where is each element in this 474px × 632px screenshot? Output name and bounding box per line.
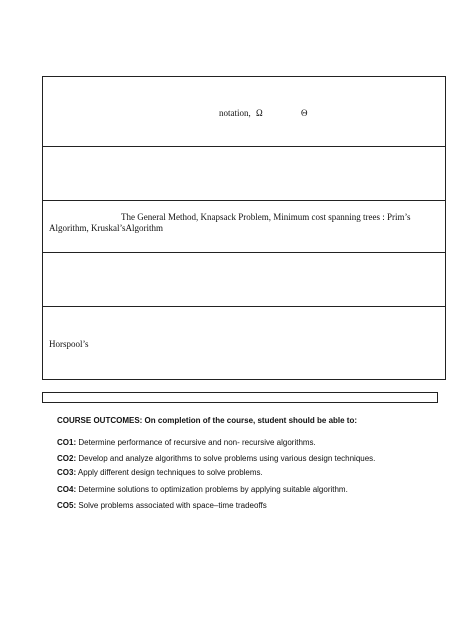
co4-item [57, 485, 348, 495]
co2-item [57, 454, 375, 464]
syllabus-row-3 [43, 201, 445, 253]
co5-text: Solve problems associated with space–time tradeoffs [76, 501, 267, 510]
co4-text: Determine solutions to optimization problems by applying suitable algorithm. [76, 485, 348, 494]
row3-line2: Algorithm, Kruskal’sAlgorithm [49, 223, 163, 233]
syllabus-row-2 [43, 147, 445, 201]
co3-text: Apply different design techniques to solve problems. [76, 468, 263, 477]
co3-code: CO3: [57, 468, 77, 477]
co2-text: Develop and analyze algorithms to solve problems using various design techniques. [76, 454, 376, 463]
co5-code: CO5: [57, 501, 77, 510]
co1-item [57, 438, 316, 448]
syllabus-table [42, 76, 446, 380]
course-outcomes-heading: COURSE OUTCOMES: On completion of the course, student should be able to: [57, 416, 358, 425]
theta-symbol: Θ [301, 108, 308, 118]
co5-item [57, 501, 267, 511]
syllabus-row-5 [43, 307, 445, 381]
row3-line1: The General Method, Knapsack Problem, Minimum cost spanning trees : Prim’s [121, 212, 411, 222]
co1-text: Determine performance of recursive and non- recursive algorithms. [76, 438, 316, 447]
syllabus-row-4 [43, 253, 445, 307]
co2-code: CO2: [57, 454, 77, 463]
co1-code: CO1: [57, 438, 77, 447]
syllabus-row-1 [43, 77, 445, 147]
notation-label: notation, [219, 108, 251, 118]
empty-bar-box [42, 392, 438, 403]
co4-code: CO4: [57, 485, 77, 494]
row5-text: Horspool’s [49, 339, 89, 349]
omega-symbol: Ω [256, 108, 263, 118]
co3-item [57, 468, 263, 478]
